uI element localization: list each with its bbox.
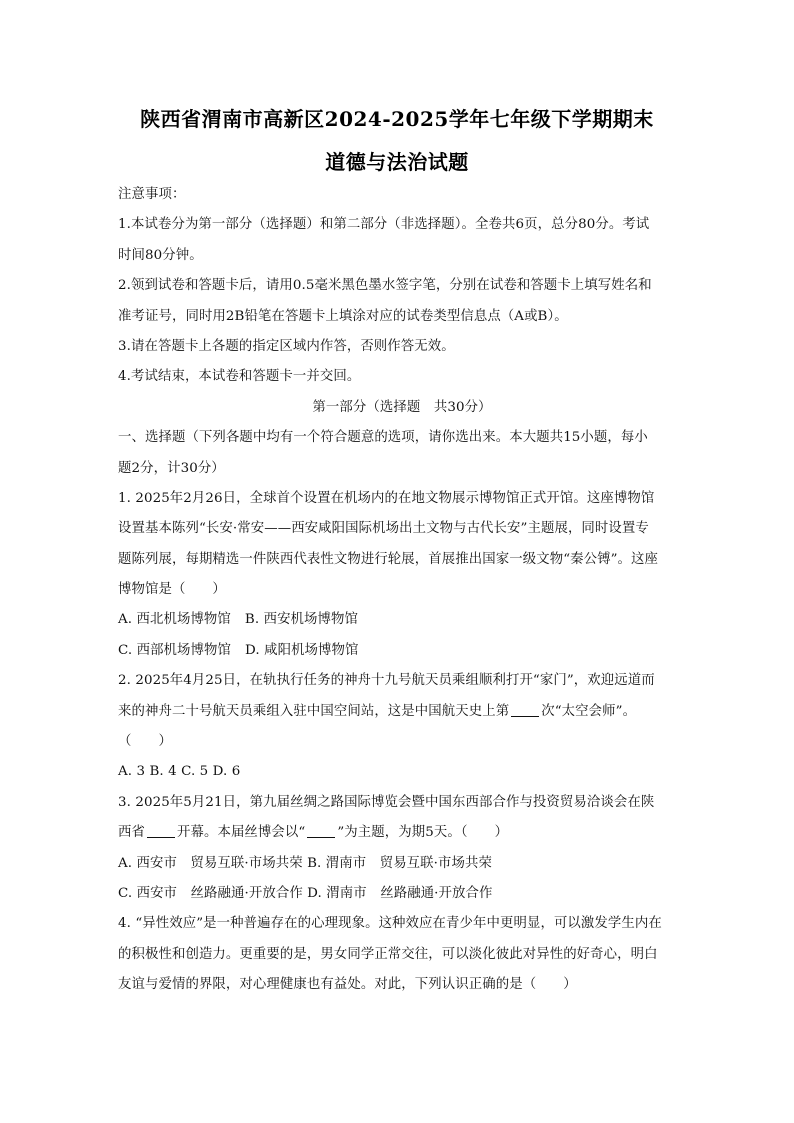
notice-item-2a: 2.领到试卷和答题卡后，请用0.5毫米黑色墨水签字笔，分别在试卷和答题卡上填写姓名和	[118, 278, 652, 294]
q3-line-2-mid: 开幕。本届丝博会以“	[176, 825, 306, 841]
q1-line-3: 题陈列展，每期精选一件陕西代表性文物进行轮展，首展推出国家一级文物“秦公镈”。这座	[118, 551, 659, 567]
q3-line-2	[118, 818, 686, 848]
q1-line-2: 设置基本陈列“长安·常安——西安咸阳国际机场出土文物与古代长安”主题展，同时设置专	[118, 521, 649, 537]
q2-options: A. 3 B. 4 C. 5 D. 6	[118, 764, 241, 780]
q1-options-ab	[118, 605, 686, 635]
part1-instruction-b: 题2分，计30分）	[118, 460, 225, 476]
q2-line-3: （ ）	[118, 734, 172, 750]
exam-body	[118, 180, 686, 1001]
q4-line-1: 4. “异性效应”是一种普遍存在的心理现象。这种效应在青少年中更明显，可以激发学生内在	[118, 916, 662, 932]
q2-line-2-post: 次“太空会师”。	[541, 703, 637, 719]
exam-title: 陕西省渭南市高新区2024-2025学年七年级下学期期末	[140, 107, 654, 131]
q4-line-2: 的积极性和创造力。更重要的是，男女同学正常交往，可以淡化彼此对异性的好奇心，明白	[118, 946, 658, 962]
q1-option-c: C. 西部机场博物馆	[118, 642, 232, 658]
q3-blank-2	[307, 822, 335, 838]
q3-blank-1	[147, 822, 175, 838]
q1-option-a: A. 西北机场博物馆	[118, 612, 231, 628]
q2-blank	[511, 701, 539, 717]
exam-subtitle: 道德与法治试题	[325, 150, 469, 174]
notice-item-4: 4.考试结束，本试卷和答题卡一并交回。	[118, 369, 361, 385]
notice-item-3: 3.请在答题卡上各题的指定区域内作答，否则作答无效。	[118, 338, 455, 354]
notice-item-1b: 时间80分钟。	[118, 247, 203, 263]
q1-option-b: B. 西安机场博物馆	[244, 612, 359, 628]
q3-line-2-pre: 西省	[118, 825, 145, 841]
q3-options-ab: A. 西安市 贸易互联·市场共荣 B. 渭南市 贸易互联·市场共荣	[118, 855, 492, 871]
q2-line-1: 2. 2025年4月25日，在轨执行任务的神舟十九号航天员乘组顺利打开“家门”，欢迎远道而	[118, 673, 655, 689]
notice-item-2b: 准考证号，同时用2B铅笔在答题卡上填涂对应的试卷类型信息点（A或B）。	[118, 308, 568, 324]
q4-line-3: 友谊与爱情的界限，对心理健康也有益处。对此，下列认识正确的是（ ）	[118, 977, 577, 993]
q3-options-cd: C. 西安市 丝路融通·开放合作 D. 渭南市 丝路融通·开放合作	[118, 885, 493, 901]
q3-line-2-post: ”为主题，为期5天。（ ）	[337, 825, 509, 841]
q3-line-1: 3. 2025年5月21日，第九届丝绸之路国际博览会暨中国东西部合作与投资贸易洽谈会在陕	[118, 794, 655, 810]
q1-line-4: 博物馆是（ ）	[118, 582, 226, 598]
notice-heading: 注意事项：	[118, 187, 186, 202]
q1-options-cd	[118, 636, 686, 666]
notice-item-1a: 1.本试卷分为第一部分（选择题）和第二部分（非选择题）。全卷共6页，总分80分。考试	[118, 217, 650, 233]
q1-line-1: 1. 2025年2月26日，全球首个设置在机场内的在地文物展示博物馆正式开馆。这座博物馆	[118, 490, 655, 506]
part1-heading: 第一部分（选择题 共30分）	[312, 399, 492, 415]
q2-line-2	[118, 697, 686, 727]
part1-instruction-a: 一、选择题（下列各题中均有一个符合题意的选项，请你选出来。本大题共15小题，每小	[118, 430, 648, 446]
q2-line-2-pre: 来的神舟二十号航天员乘组入驻中国空间站，这是中国航天史上第	[118, 703, 510, 719]
q1-option-d: D. 咸阳机场博物馆	[245, 642, 359, 658]
